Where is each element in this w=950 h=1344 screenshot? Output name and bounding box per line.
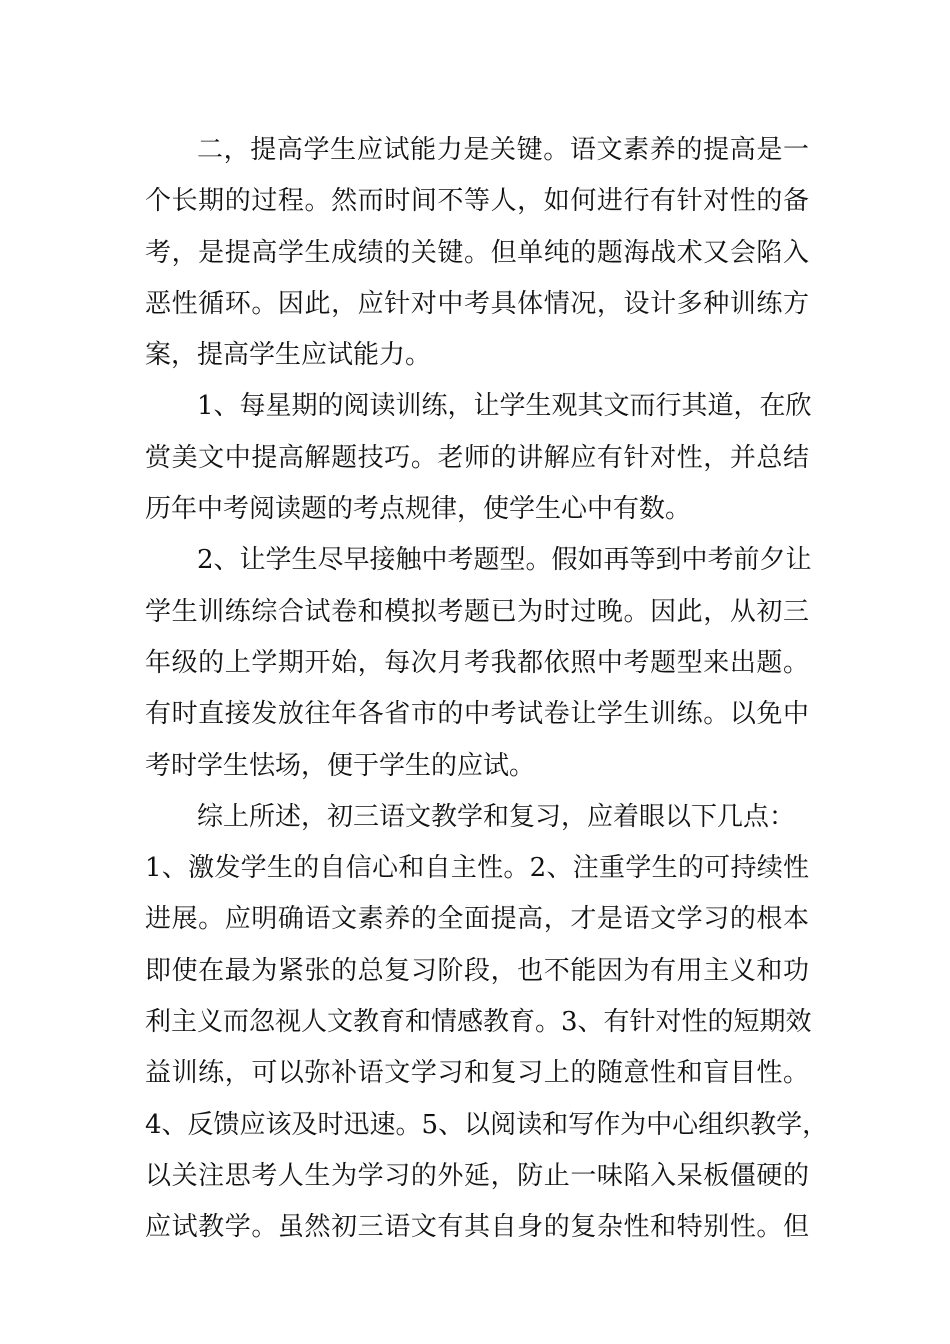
- text-line: 2、让学生尽早接触中考题型。假如再等到中考前夕让: [197, 545, 812, 576]
- text-line: 有时直接发放往年各省市的中考试卷让学生训练。以免中: [145, 699, 809, 730]
- text-line: 进展。应明确语文素养的全面提高，才是语文学习的根本: [145, 904, 809, 935]
- text-line: 1、激发学生的自信心和自主性。2、注重学生的可持续性: [145, 853, 809, 884]
- paragraph-exam-ability: [145, 125, 809, 381]
- text-line: 综上所述，初三语文教学和复习，应着眼以下几点：: [197, 801, 796, 832]
- text-line: 考时学生怯场，便于学生的应试。: [145, 750, 536, 781]
- text-line: 考，是提高学生成绩的关键。但单纯的题海战术又会陷入: [145, 237, 809, 268]
- text-line: 学生训练综合试卷和模拟考题已为时过晚。因此，从初三: [145, 596, 809, 627]
- text-line: 1、每星期的阅读训练，让学生观其文而行其道，在欣: [197, 391, 812, 422]
- text-line: 恶性循环。因此，应针对中考具体情况，设计多种训练方: [145, 288, 809, 319]
- paragraph-reading-training: [145, 381, 812, 535]
- text-line: 年级的上学期开始，每次月考我都依照中考题型来出题。: [145, 647, 809, 678]
- text-line: 利主义而忽视人文教育和情感教育。3、有针对性的短期效: [145, 1007, 812, 1038]
- text-line: 4、反馈应该及时迅速。5、以阅读和写作为中心组织教学，: [145, 1109, 829, 1140]
- paragraph-exam-types: [145, 535, 812, 791]
- paragraph-summary: [145, 792, 829, 1254]
- text-line: 益训练，可以弥补语文学习和复习上的随意性和盲目性。: [145, 1058, 809, 1089]
- text-line: 二，提高学生应试能力是关键。语文素养的提高是一: [197, 135, 809, 165]
- text-line: 个长期的过程。然而时间不等人，如何进行有针对性的备: [145, 186, 809, 217]
- document-body: [145, 125, 829, 1254]
- text-line: 案，提高学生应试能力。: [145, 340, 432, 371]
- text-line: 赏美文中提高解题技巧。老师的讲解应有针对性，并总结: [145, 442, 809, 473]
- text-line: 以关注思考人生为学习的外延，防止一味陷入呆板僵硬的: [145, 1160, 809, 1191]
- text-line: 应试教学。虽然初三语文有其自身的复杂性和特别性。但: [145, 1212, 809, 1243]
- text-line: 历年中考阅读题的考点规律，使学生心中有数。: [145, 494, 692, 525]
- text-line: 即使在最为紧张的总复习阶段，也不能因为有用主义和功: [145, 955, 809, 986]
